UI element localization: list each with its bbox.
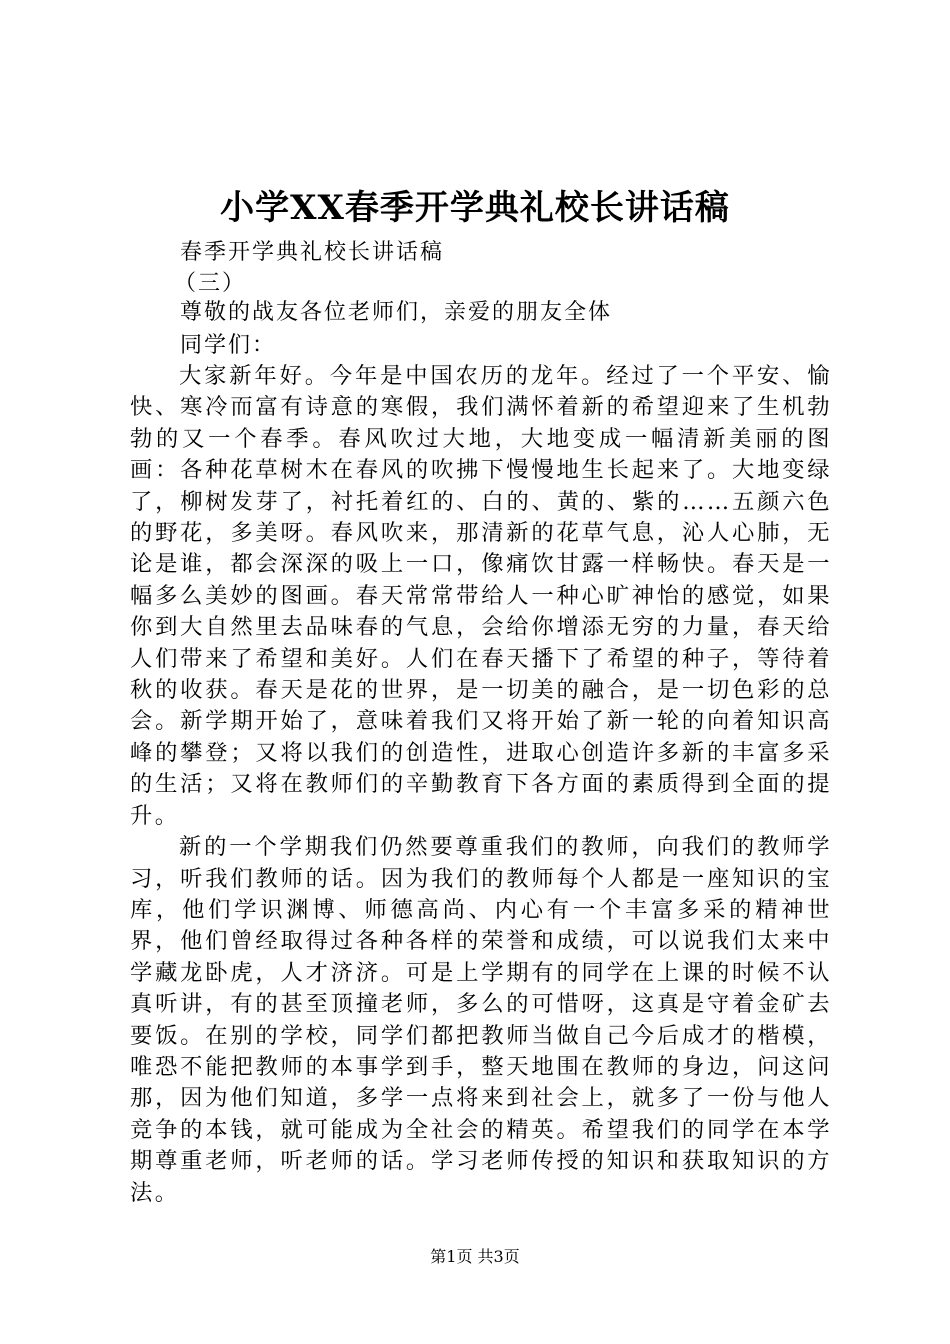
salutation-line-1: 尊敬的战友各位老师们，亲爱的朋友全体 xyxy=(180,300,613,325)
salutation-line-2: 同学们： xyxy=(180,333,277,358)
section-number: （三） xyxy=(174,271,247,296)
document-subtitle: 春季开学典礼校长讲话稿 xyxy=(180,240,445,265)
body-paragraph: 新的一个学期我们仍然要尊重我们的教师，向我们的教师学习，听我们教师的话。因为我们的教师每个人都是一座知识的宝库，他们学识渊博、师德高尚、内心有一个丰富多采的精神世界，他们曾经取得过各种各样的荣誉和成绩，可以说我们太来中学藏龙卧虎，人才济济。可是上学期有的同学在上课的时候不认真听讲，有的甚至顶撞老师，多么的可惜呀，这真是守着金矿去要饭。在别的学校，同学们都把教师当做自己今后成才的楷模，唯恐不能把教师的本事学到手，整天地围在教师的身边，问这问那，因为他们知道，多学一点将来到社会上，就多了一份与他人竞争的本钱，就可能成为全社会的精英。希望我们的同学在本学期尊重老师，听老师的话。学习老师传授的知识和获取知识的方法。 xyxy=(130,834,832,1206)
document-body xyxy=(130,361,832,1209)
body-paragraph: 大家新年好。今年是中国农历的龙年。经过了一个平安、愉快、寒冷而富有诗意的寒假，我们满怀着新的希望迎来了生机勃勃的又一个春季。春风吹过大地，大地变成一幅清新美丽的图画：各种花草树木在春风的吹拂下慢慢地生长起来了。大地变绿了，柳树发芽了，衬托着红的、白的、黄的、紫的……五颜六色的野花，多美呀。春风吹来，那清新的花草气息，沁人心肺，无论是谁，都会深深的吸上一口，像痛饮甘露一样畅快。春天是一幅多么美妙的图画。春天常常带给人一种心旷神怡的感觉，如果你到大自然里去品味春的气息，会给你增添无穷的力量，春天给人们带来了希望和美好。人们在春天播下了希望的种子，等待着秋的收获。春天是花的世界，是一切美的融合，是一切色彩的总会。新学期开始了，意味着我们又将开始了新一轮的向着知识高峰的攀登；又将以我们的创造性，进取心创造许多新的丰富多采的生活；又将在教师们的辛勤教育下各方面的素质得到全面的提升。 xyxy=(130,363,832,829)
page-footer: 第1页 共3页 xyxy=(430,1247,520,1266)
document-title: 小学XX春季开学典礼校长讲话稿 xyxy=(220,188,730,228)
